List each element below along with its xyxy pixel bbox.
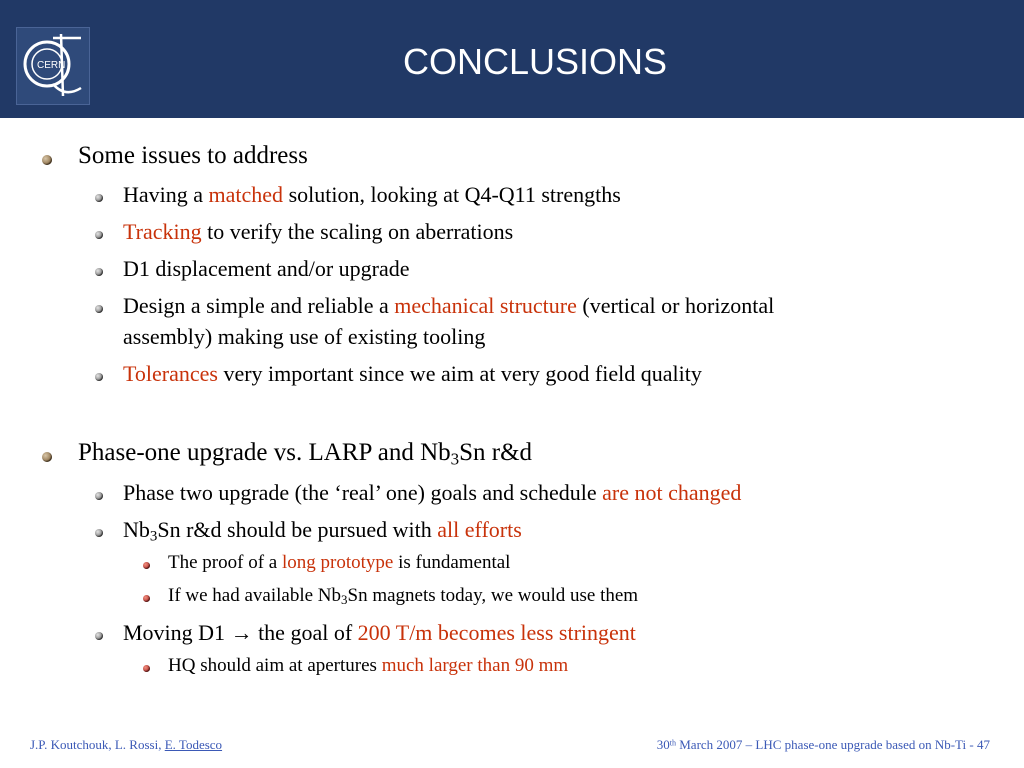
- list-item-phase-two: Phase two upgrade (the ‘real’ one) goals and schedule are not changed: [123, 480, 742, 505]
- bullet-level3-icon: [143, 665, 150, 672]
- author-link[interactable]: E. Todesco: [164, 737, 223, 752]
- bullet-level2-icon: [95, 373, 103, 381]
- cern-logo: [16, 27, 90, 105]
- list-item-moving-d1: Moving D1 → the goal of 200 T/m becomes less stringent: [123, 620, 636, 645]
- bullet-level2-icon: [95, 194, 103, 202]
- footer-event: 30th March 2007 – LHC phase-one upgrade based on Nb-Ti - 47: [656, 737, 990, 752]
- bullet-level2-icon: [95, 305, 103, 313]
- bullet-level3-icon: [143, 595, 150, 602]
- list-item-d1: D1 displacement and/or upgrade: [123, 256, 410, 281]
- list-item-matched: Having a matched solution, looking at Q4-Q11 strengths: [123, 182, 621, 207]
- list-item-tracking: Tracking to verify the scaling on aberrations: [123, 219, 514, 244]
- bullet-level2-icon: [95, 231, 103, 239]
- bullet-level3-icon: [143, 562, 150, 569]
- list-item-nb3sn: $Nb_3Sn$ r&d should be pursued with all efforts: [123, 517, 522, 545]
- list-item-hq: HQ should aim at apertures much larger than 90 mm: [168, 655, 569, 676]
- bullet-level2-icon: [95, 529, 103, 537]
- arrow-right-icon: →: [230, 620, 253, 645]
- cern-logo-text: CERN: [37, 60, 66, 71]
- bullet-level2-icon: [95, 268, 103, 276]
- footer-authors: J.P. Koutchouk, L. Rossi, E. Todesco: [30, 737, 223, 752]
- slide-title: CONCLUSIONS: [402, 41, 668, 82]
- section2-heading: Phase-one upgrade vs. LARP and $Nb_3Sn$ r&d: [78, 439, 533, 469]
- list-item-prototype: The proof of a long prototype is fundamental: [168, 552, 511, 573]
- list-item-mechanical: Design a simple and reliable a mechanical structure (vertical or horizontal assembly) making use of existing tooling: [123, 293, 775, 349]
- bullet-level2-icon: [95, 492, 103, 500]
- list-item-tolerances: Tolerances very important since we aim at very good field quality: [123, 361, 702, 386]
- bullet-level1-icon: [42, 155, 52, 165]
- bullet-level2-icon: [95, 632, 103, 640]
- section1-heading: Some issues to address: [78, 142, 308, 169]
- slide-header: [0, 0, 1024, 118]
- cern-logo-icon: [17, 28, 89, 104]
- list-item-magnets-today: If we had available $Nb_3Sn$ magnets today, we would use them: [168, 585, 639, 608]
- bullet-level1-icon: [42, 452, 52, 462]
